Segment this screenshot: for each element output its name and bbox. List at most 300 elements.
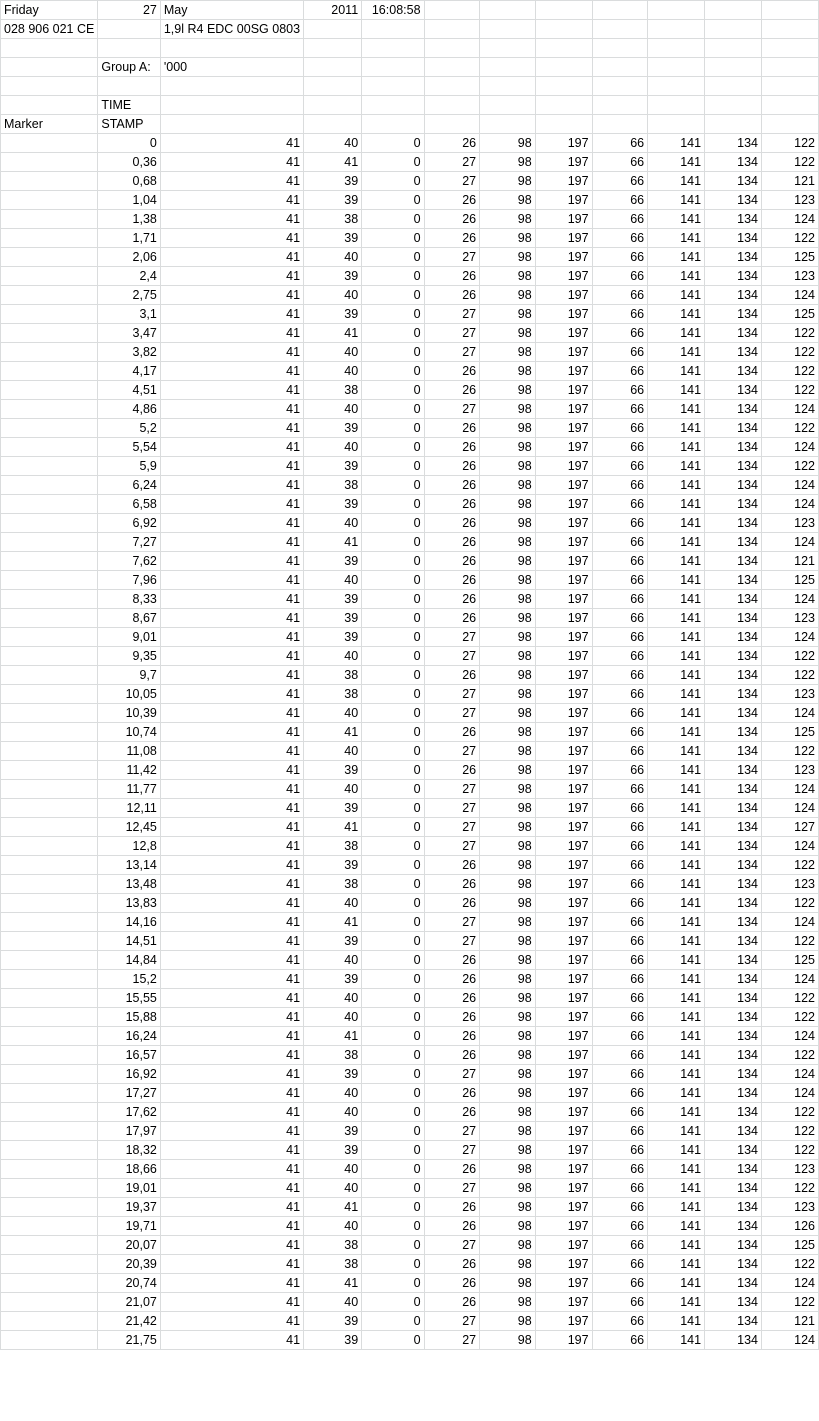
value-cell[interactable]: 197 (535, 1198, 592, 1217)
value-cell[interactable]: 141 (648, 229, 705, 248)
value-cell[interactable]: 98 (480, 552, 536, 571)
value-cell[interactable]: 121 (761, 552, 818, 571)
cell[interactable] (761, 96, 818, 115)
value-cell[interactable]: 66 (592, 666, 648, 685)
value-cell[interactable]: 134 (705, 1236, 762, 1255)
timestamp-cell[interactable]: 0 (98, 134, 161, 153)
value-cell[interactable]: 27 (424, 1331, 480, 1350)
value-cell[interactable]: 141 (648, 381, 705, 400)
value-cell[interactable]: 0 (362, 913, 424, 932)
value-cell[interactable]: 98 (480, 172, 536, 191)
value-cell[interactable]: 66 (592, 970, 648, 989)
value-cell[interactable]: 41 (304, 533, 362, 552)
value-cell[interactable]: 0 (362, 780, 424, 799)
value-cell[interactable]: 134 (705, 438, 762, 457)
value-cell[interactable]: 26 (424, 533, 480, 552)
value-cell[interactable]: 27 (424, 780, 480, 799)
value-cell[interactable]: 134 (705, 1274, 762, 1293)
value-cell[interactable]: 26 (424, 457, 480, 476)
value-cell[interactable]: 41 (160, 723, 303, 742)
value-cell[interactable]: 197 (535, 457, 592, 476)
marker-cell[interactable] (1, 571, 98, 590)
value-cell[interactable]: 197 (535, 495, 592, 514)
cell[interactable] (480, 115, 536, 134)
value-cell[interactable]: 98 (480, 286, 536, 305)
timestamp-cell[interactable]: 8,67 (98, 609, 161, 628)
cell[interactable] (535, 115, 592, 134)
marker-cell[interactable] (1, 1141, 98, 1160)
value-cell[interactable]: 26 (424, 210, 480, 229)
value-cell[interactable]: 134 (705, 1331, 762, 1350)
value-cell[interactable]: 98 (480, 495, 536, 514)
value-cell[interactable]: 141 (648, 666, 705, 685)
value-cell[interactable]: 134 (705, 1065, 762, 1084)
value-cell[interactable]: 122 (761, 457, 818, 476)
timestamp-cell[interactable]: 16,92 (98, 1065, 161, 1084)
value-cell[interactable]: 0 (362, 1103, 424, 1122)
value-cell[interactable]: 38 (304, 210, 362, 229)
value-cell[interactable]: 123 (761, 191, 818, 210)
cell[interactable] (1, 96, 98, 115)
marker-cell[interactable] (1, 1065, 98, 1084)
value-cell[interactable]: 134 (705, 1312, 762, 1331)
value-cell[interactable]: 40 (304, 1008, 362, 1027)
value-cell[interactable]: 27 (424, 248, 480, 267)
cell[interactable] (480, 39, 536, 58)
value-cell[interactable]: 122 (761, 1141, 818, 1160)
value-cell[interactable]: 66 (592, 1141, 648, 1160)
value-cell[interactable]: 41 (160, 343, 303, 362)
value-cell[interactable]: 122 (761, 134, 818, 153)
marker-cell[interactable] (1, 229, 98, 248)
marker-cell[interactable] (1, 1331, 98, 1350)
value-cell[interactable]: 0 (362, 818, 424, 837)
value-cell[interactable]: 27 (424, 1312, 480, 1331)
value-cell[interactable]: 197 (535, 685, 592, 704)
value-cell[interactable]: 98 (480, 704, 536, 723)
marker-cell[interactable] (1, 533, 98, 552)
marker-cell[interactable] (1, 248, 98, 267)
value-cell[interactable]: 98 (480, 324, 536, 343)
value-cell[interactable]: 197 (535, 837, 592, 856)
value-cell[interactable]: 141 (648, 1255, 705, 1274)
value-cell[interactable]: 41 (160, 229, 303, 248)
value-cell[interactable]: 41 (160, 134, 303, 153)
value-cell[interactable]: 134 (705, 1027, 762, 1046)
value-cell[interactable]: 121 (761, 1312, 818, 1331)
value-cell[interactable]: 41 (160, 1122, 303, 1141)
value-cell[interactable]: 40 (304, 1103, 362, 1122)
timestamp-cell[interactable]: 13,83 (98, 894, 161, 913)
cell[interactable]: 1,9l R4 EDC 00SG 0803 (160, 20, 303, 39)
value-cell[interactable]: 27 (424, 628, 480, 647)
value-cell[interactable]: 197 (535, 1103, 592, 1122)
value-cell[interactable]: 197 (535, 1084, 592, 1103)
value-cell[interactable]: 141 (648, 1160, 705, 1179)
value-cell[interactable]: 98 (480, 1217, 536, 1236)
value-cell[interactable]: 197 (535, 1312, 592, 1331)
cell[interactable] (480, 96, 536, 115)
marker-cell[interactable] (1, 1217, 98, 1236)
marker-cell[interactable] (1, 419, 98, 438)
value-cell[interactable]: 141 (648, 1274, 705, 1293)
value-cell[interactable]: 98 (480, 837, 536, 856)
value-cell[interactable]: 197 (535, 552, 592, 571)
value-cell[interactable]: 0 (362, 229, 424, 248)
timestamp-cell[interactable]: 15,2 (98, 970, 161, 989)
value-cell[interactable]: 41 (160, 324, 303, 343)
value-cell[interactable]: 134 (705, 1160, 762, 1179)
timestamp-cell[interactable]: 17,97 (98, 1122, 161, 1141)
cell[interactable] (362, 96, 424, 115)
value-cell[interactable]: 41 (160, 362, 303, 381)
value-cell[interactable]: 134 (705, 514, 762, 533)
timestamp-cell[interactable]: 0,68 (98, 172, 161, 191)
marker-cell[interactable] (1, 267, 98, 286)
value-cell[interactable]: 197 (535, 1293, 592, 1312)
timestamp-cell[interactable]: 16,57 (98, 1046, 161, 1065)
cell[interactable] (648, 115, 705, 134)
value-cell[interactable]: 27 (424, 799, 480, 818)
value-cell[interactable]: 0 (362, 609, 424, 628)
cell[interactable] (424, 96, 480, 115)
value-cell[interactable]: 0 (362, 970, 424, 989)
value-cell[interactable]: 141 (648, 1217, 705, 1236)
cell[interactable]: '000 (160, 58, 303, 77)
value-cell[interactable]: 41 (160, 305, 303, 324)
marker-cell[interactable] (1, 324, 98, 343)
value-cell[interactable]: 41 (160, 913, 303, 932)
value-cell[interactable]: 197 (535, 1236, 592, 1255)
cell[interactable] (424, 1, 480, 20)
value-cell[interactable]: 26 (424, 1274, 480, 1293)
value-cell[interactable]: 134 (705, 362, 762, 381)
value-cell[interactable]: 141 (648, 495, 705, 514)
value-cell[interactable]: 39 (304, 305, 362, 324)
marker-cell[interactable] (1, 191, 98, 210)
value-cell[interactable]: 141 (648, 609, 705, 628)
value-cell[interactable]: 0 (362, 1122, 424, 1141)
value-cell[interactable]: 134 (705, 476, 762, 495)
value-cell[interactable]: 39 (304, 552, 362, 571)
value-cell[interactable]: 40 (304, 134, 362, 153)
cell[interactable] (648, 96, 705, 115)
value-cell[interactable]: 66 (592, 1065, 648, 1084)
value-cell[interactable]: 197 (535, 704, 592, 723)
value-cell[interactable]: 40 (304, 894, 362, 913)
timestamp-cell[interactable]: 3,47 (98, 324, 161, 343)
value-cell[interactable]: 66 (592, 742, 648, 761)
value-cell[interactable]: 124 (761, 1274, 818, 1293)
value-cell[interactable]: 134 (705, 970, 762, 989)
value-cell[interactable]: 134 (705, 875, 762, 894)
value-cell[interactable]: 26 (424, 571, 480, 590)
marker-cell[interactable] (1, 647, 98, 666)
value-cell[interactable]: 134 (705, 552, 762, 571)
value-cell[interactable]: 26 (424, 191, 480, 210)
value-cell[interactable]: 41 (160, 989, 303, 1008)
cell[interactable] (535, 39, 592, 58)
value-cell[interactable]: 134 (705, 1255, 762, 1274)
value-cell[interactable]: 40 (304, 514, 362, 533)
timestamp-cell[interactable]: 3,1 (98, 305, 161, 324)
value-cell[interactable]: 41 (160, 799, 303, 818)
timestamp-cell[interactable]: 4,51 (98, 381, 161, 400)
value-cell[interactable]: 141 (648, 894, 705, 913)
value-cell[interactable]: 134 (705, 837, 762, 856)
marker-cell[interactable] (1, 134, 98, 153)
value-cell[interactable]: 0 (362, 381, 424, 400)
value-cell[interactable]: 66 (592, 533, 648, 552)
value-cell[interactable]: 40 (304, 362, 362, 381)
value-cell[interactable]: 41 (160, 628, 303, 647)
value-cell[interactable]: 26 (424, 1217, 480, 1236)
timestamp-cell[interactable]: 2,4 (98, 267, 161, 286)
cell[interactable] (362, 77, 424, 96)
value-cell[interactable]: 41 (160, 856, 303, 875)
marker-cell[interactable] (1, 1084, 98, 1103)
value-cell[interactable]: 0 (362, 1027, 424, 1046)
cell[interactable] (705, 1, 762, 20)
value-cell[interactable]: 66 (592, 153, 648, 172)
value-cell[interactable]: 141 (648, 1141, 705, 1160)
value-cell[interactable]: 197 (535, 381, 592, 400)
value-cell[interactable]: 0 (362, 742, 424, 761)
value-cell[interactable]: 197 (535, 286, 592, 305)
value-cell[interactable]: 39 (304, 856, 362, 875)
value-cell[interactable]: 40 (304, 989, 362, 1008)
value-cell[interactable]: 197 (535, 1065, 592, 1084)
value-cell[interactable]: 0 (362, 267, 424, 286)
value-cell[interactable]: 197 (535, 362, 592, 381)
value-cell[interactable]: 197 (535, 1046, 592, 1065)
value-cell[interactable]: 0 (362, 1217, 424, 1236)
cell[interactable] (592, 115, 648, 134)
value-cell[interactable]: 66 (592, 1198, 648, 1217)
value-cell[interactable]: 122 (761, 1293, 818, 1312)
marker-cell[interactable] (1, 1046, 98, 1065)
value-cell[interactable]: 98 (480, 419, 536, 438)
value-cell[interactable]: 134 (705, 400, 762, 419)
value-cell[interactable]: 0 (362, 989, 424, 1008)
marker-cell[interactable] (1, 438, 98, 457)
value-cell[interactable]: 197 (535, 229, 592, 248)
value-cell[interactable]: 98 (480, 628, 536, 647)
value-cell[interactable]: 66 (592, 1236, 648, 1255)
cell[interactable] (592, 58, 648, 77)
value-cell[interactable]: 41 (304, 1274, 362, 1293)
value-cell[interactable]: 122 (761, 1255, 818, 1274)
value-cell[interactable]: 141 (648, 324, 705, 343)
value-cell[interactable]: 66 (592, 685, 648, 704)
value-cell[interactable]: 41 (160, 210, 303, 229)
value-cell[interactable]: 134 (705, 723, 762, 742)
value-cell[interactable]: 66 (592, 989, 648, 1008)
value-cell[interactable]: 41 (160, 286, 303, 305)
cell[interactable] (98, 77, 161, 96)
marker-cell[interactable] (1, 666, 98, 685)
value-cell[interactable]: 0 (362, 514, 424, 533)
value-cell[interactable]: 197 (535, 989, 592, 1008)
value-cell[interactable]: 197 (535, 343, 592, 362)
value-cell[interactable]: 0 (362, 1236, 424, 1255)
value-cell[interactable]: 98 (480, 1312, 536, 1331)
value-cell[interactable]: 197 (535, 1027, 592, 1046)
value-cell[interactable]: 41 (160, 191, 303, 210)
value-cell[interactable]: 134 (705, 191, 762, 210)
value-cell[interactable]: 124 (761, 1331, 818, 1350)
value-cell[interactable]: 40 (304, 647, 362, 666)
value-cell[interactable]: 0 (362, 1008, 424, 1027)
value-cell[interactable]: 197 (535, 856, 592, 875)
value-cell[interactable]: 41 (160, 476, 303, 495)
value-cell[interactable]: 98 (480, 153, 536, 172)
value-cell[interactable]: 26 (424, 1084, 480, 1103)
value-cell[interactable]: 38 (304, 875, 362, 894)
value-cell[interactable]: 98 (480, 514, 536, 533)
value-cell[interactable]: 38 (304, 666, 362, 685)
value-cell[interactable]: 0 (362, 343, 424, 362)
value-cell[interactable]: 197 (535, 932, 592, 951)
timestamp-cell[interactable]: 9,35 (98, 647, 161, 666)
cell[interactable] (304, 77, 362, 96)
value-cell[interactable]: 134 (705, 267, 762, 286)
cell[interactable] (424, 39, 480, 58)
value-cell[interactable]: 41 (160, 1160, 303, 1179)
value-cell[interactable]: 197 (535, 799, 592, 818)
value-cell[interactable]: 124 (761, 799, 818, 818)
value-cell[interactable]: 0 (362, 191, 424, 210)
value-cell[interactable]: 122 (761, 381, 818, 400)
cell[interactable] (480, 58, 536, 77)
value-cell[interactable]: 0 (362, 875, 424, 894)
cell[interactable] (705, 96, 762, 115)
value-cell[interactable]: 66 (592, 305, 648, 324)
value-cell[interactable]: 123 (761, 875, 818, 894)
cell[interactable] (362, 20, 424, 39)
value-cell[interactable]: 197 (535, 894, 592, 913)
value-cell[interactable]: 197 (535, 533, 592, 552)
value-cell[interactable]: 122 (761, 989, 818, 1008)
marker-cell[interactable] (1, 172, 98, 191)
timestamp-cell[interactable]: 10,74 (98, 723, 161, 742)
value-cell[interactable]: 39 (304, 1331, 362, 1350)
value-cell[interactable]: 134 (705, 1179, 762, 1198)
value-cell[interactable]: 0 (362, 1065, 424, 1084)
value-cell[interactable]: 38 (304, 1236, 362, 1255)
marker-cell[interactable] (1, 951, 98, 970)
value-cell[interactable]: 0 (362, 495, 424, 514)
value-cell[interactable]: 134 (705, 685, 762, 704)
value-cell[interactable]: 134 (705, 1141, 762, 1160)
cell[interactable] (761, 1, 818, 20)
value-cell[interactable]: 41 (304, 913, 362, 932)
value-cell[interactable]: 197 (535, 875, 592, 894)
cell[interactable] (362, 115, 424, 134)
value-cell[interactable]: 197 (535, 267, 592, 286)
marker-cell[interactable] (1, 590, 98, 609)
value-cell[interactable]: 134 (705, 343, 762, 362)
cell[interactable] (592, 77, 648, 96)
timestamp-cell[interactable]: 18,66 (98, 1160, 161, 1179)
marker-cell[interactable] (1, 628, 98, 647)
value-cell[interactable]: 197 (535, 761, 592, 780)
value-cell[interactable]: 134 (705, 1217, 762, 1236)
value-cell[interactable]: 125 (761, 951, 818, 970)
value-cell[interactable]: 27 (424, 932, 480, 951)
value-cell[interactable]: 98 (480, 856, 536, 875)
value-cell[interactable]: 197 (535, 1122, 592, 1141)
value-cell[interactable]: 39 (304, 590, 362, 609)
marker-cell[interactable] (1, 1027, 98, 1046)
value-cell[interactable]: 27 (424, 1122, 480, 1141)
value-cell[interactable]: 134 (705, 1046, 762, 1065)
cell[interactable] (761, 115, 818, 134)
value-cell[interactable]: 26 (424, 495, 480, 514)
value-cell[interactable]: 141 (648, 837, 705, 856)
value-cell[interactable]: 27 (424, 305, 480, 324)
value-cell[interactable]: 66 (592, 248, 648, 267)
value-cell[interactable]: 0 (362, 799, 424, 818)
marker-cell[interactable] (1, 704, 98, 723)
value-cell[interactable]: 122 (761, 1008, 818, 1027)
value-cell[interactable]: 41 (160, 153, 303, 172)
marker-cell[interactable] (1, 1008, 98, 1027)
timestamp-cell[interactable]: 12,11 (98, 799, 161, 818)
value-cell[interactable]: 98 (480, 723, 536, 742)
value-cell[interactable]: 0 (362, 856, 424, 875)
value-cell[interactable]: 141 (648, 742, 705, 761)
value-cell[interactable]: 141 (648, 685, 705, 704)
cell[interactable] (648, 77, 705, 96)
marker-cell[interactable] (1, 837, 98, 856)
value-cell[interactable]: 98 (480, 210, 536, 229)
value-cell[interactable]: 39 (304, 799, 362, 818)
value-cell[interactable]: 26 (424, 970, 480, 989)
value-cell[interactable]: 39 (304, 495, 362, 514)
value-cell[interactable]: 66 (592, 457, 648, 476)
value-cell[interactable]: 197 (535, 153, 592, 172)
value-cell[interactable]: 41 (160, 1255, 303, 1274)
value-cell[interactable]: 40 (304, 343, 362, 362)
value-cell[interactable]: 98 (480, 951, 536, 970)
value-cell[interactable]: 66 (592, 438, 648, 457)
value-cell[interactable]: 40 (304, 780, 362, 799)
timestamp-cell[interactable]: 5,9 (98, 457, 161, 476)
value-cell[interactable]: 26 (424, 951, 480, 970)
value-cell[interactable]: 98 (480, 761, 536, 780)
value-cell[interactable]: 26 (424, 856, 480, 875)
value-cell[interactable]: 41 (160, 1027, 303, 1046)
value-cell[interactable]: 98 (480, 742, 536, 761)
timestamp-cell[interactable]: 20,74 (98, 1274, 161, 1293)
value-cell[interactable]: 134 (705, 210, 762, 229)
value-cell[interactable]: 0 (362, 533, 424, 552)
value-cell[interactable]: 27 (424, 153, 480, 172)
value-cell[interactable]: 134 (705, 647, 762, 666)
value-cell[interactable]: 41 (160, 742, 303, 761)
value-cell[interactable]: 134 (705, 533, 762, 552)
value-cell[interactable]: 197 (535, 438, 592, 457)
timestamp-cell[interactable]: 7,62 (98, 552, 161, 571)
marker-cell[interactable] (1, 495, 98, 514)
value-cell[interactable]: 124 (761, 286, 818, 305)
value-cell[interactable]: 40 (304, 286, 362, 305)
value-cell[interactable]: 134 (705, 1122, 762, 1141)
value-cell[interactable]: 66 (592, 1312, 648, 1331)
value-cell[interactable]: 134 (705, 818, 762, 837)
value-cell[interactable]: 124 (761, 970, 818, 989)
